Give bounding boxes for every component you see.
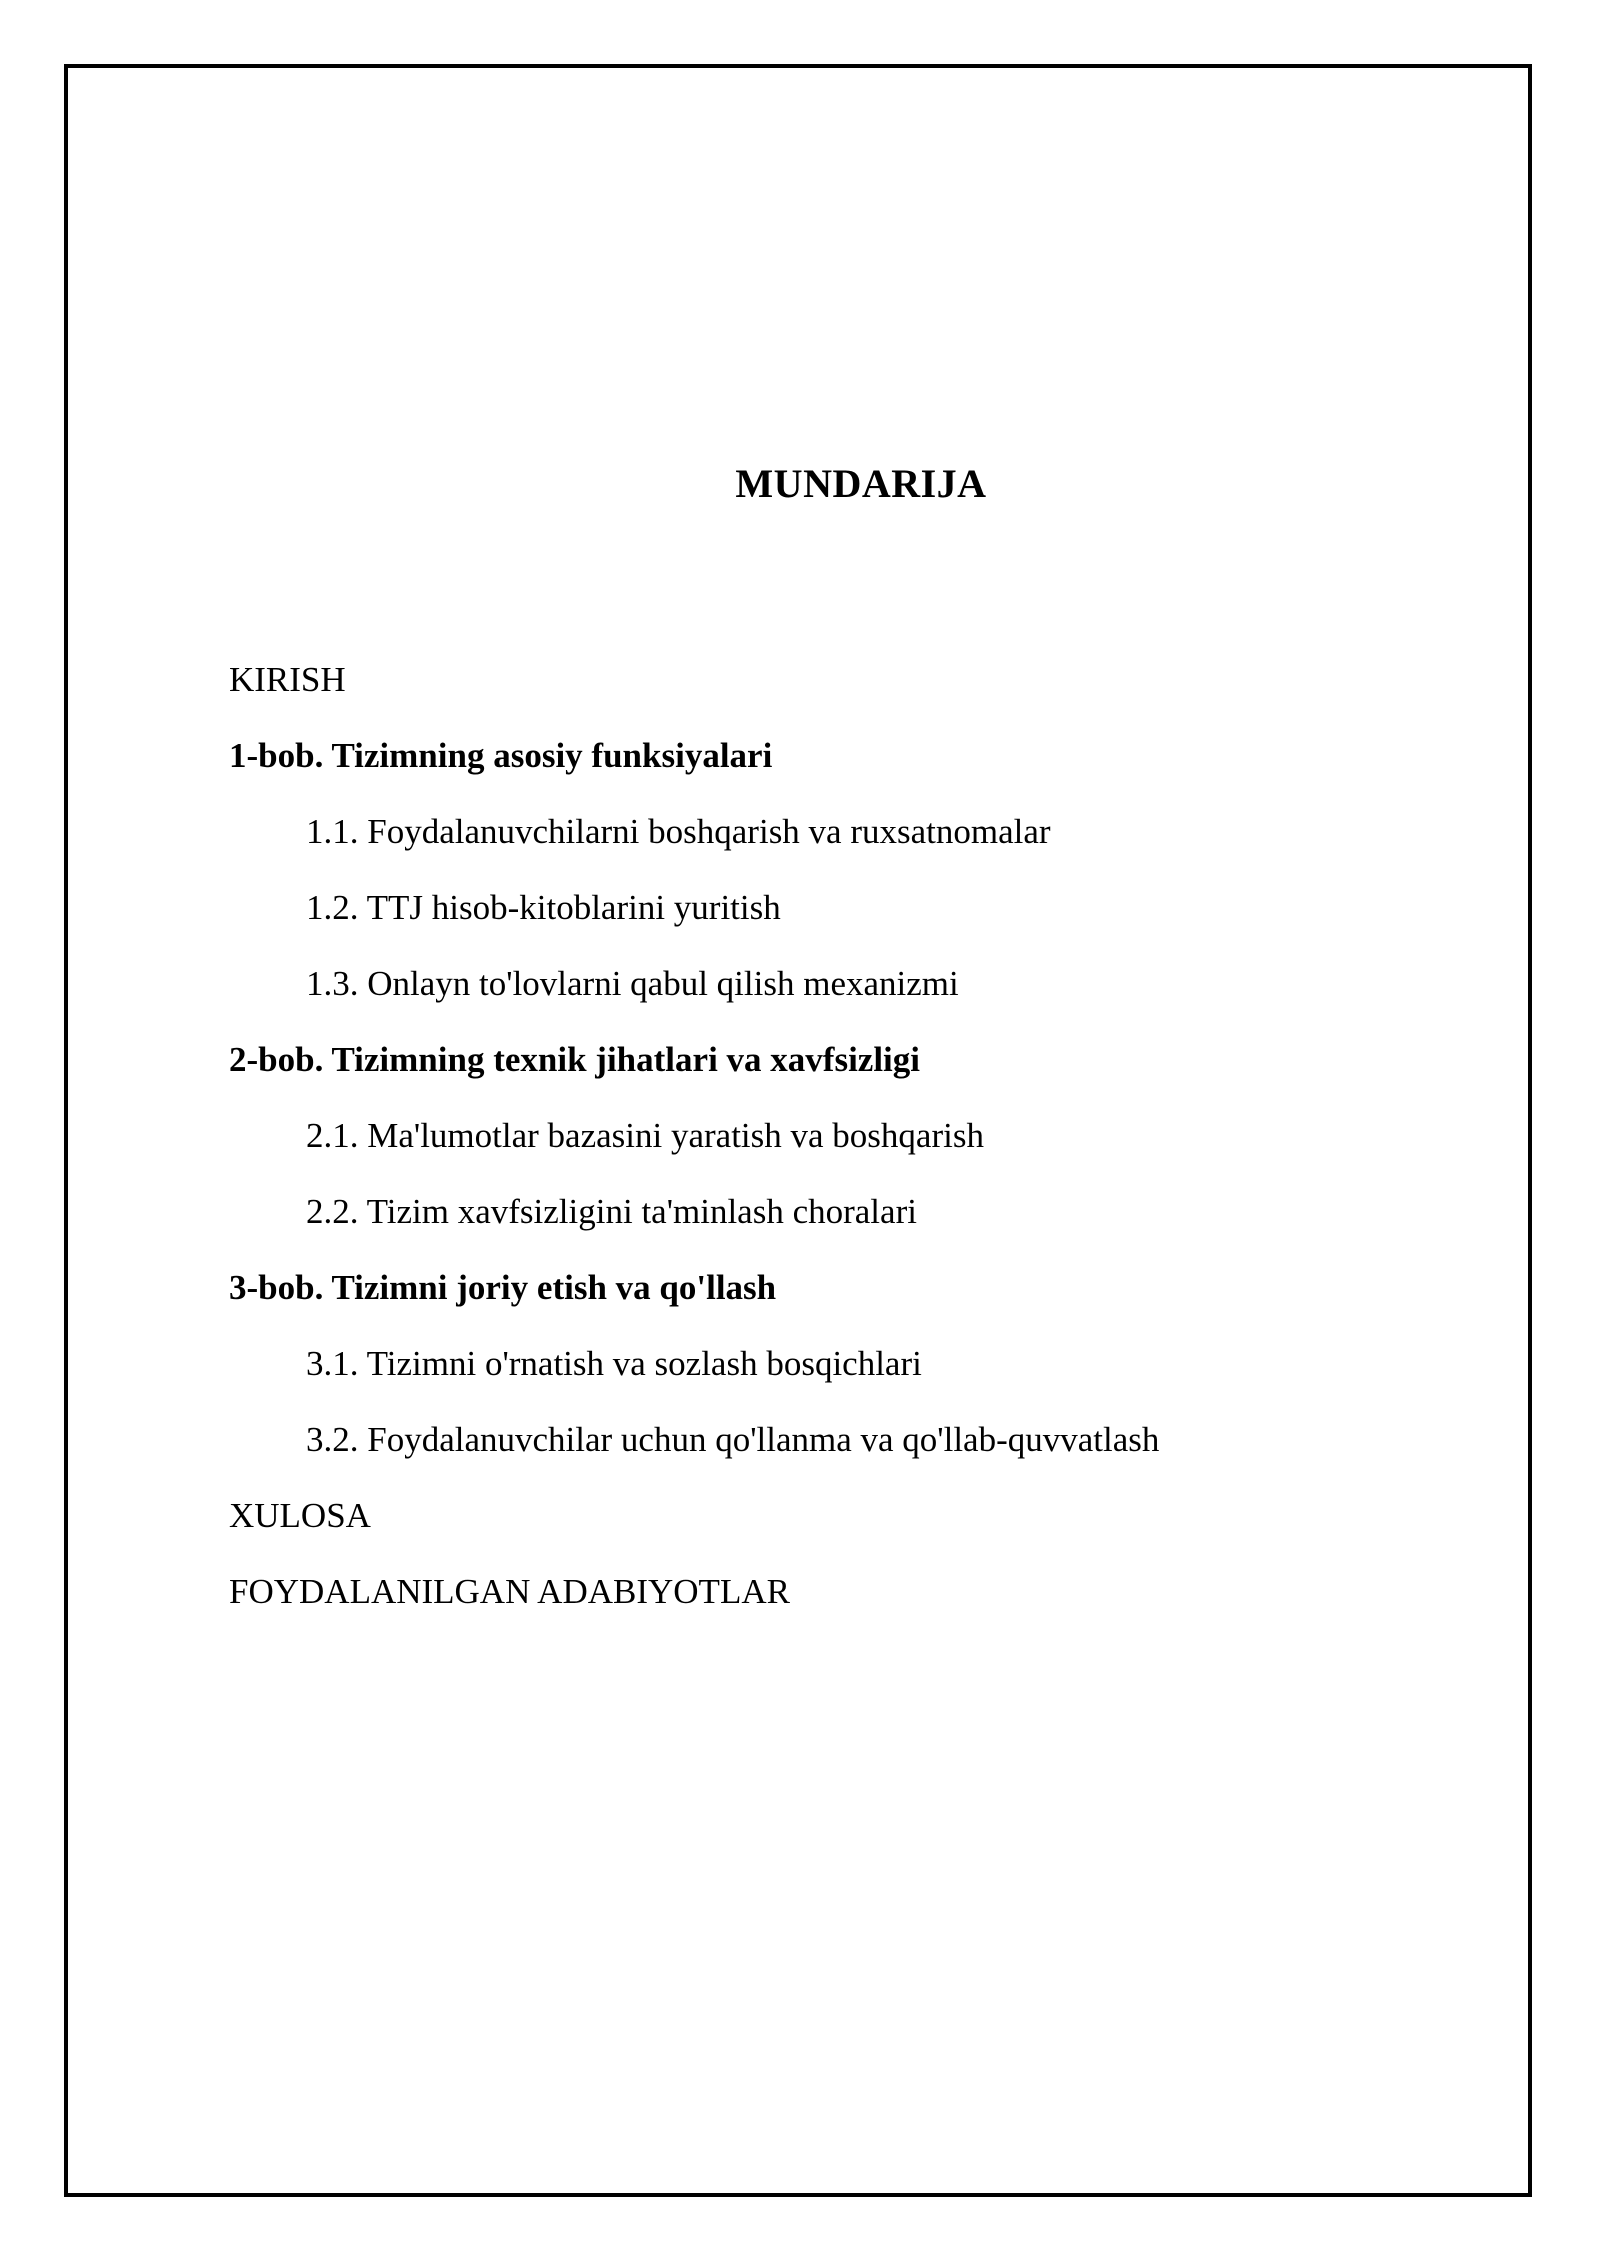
toc-chapter-2: 2-bob. Tizimning texnik jihatlari va xavfsizligi — [229, 1040, 920, 1079]
toc-subsection-2-1: 2.1. Ma'lumotlar bazasini yaratish va boshqarish — [306, 1116, 984, 1155]
page-title: MUNDARIJA — [735, 461, 987, 506]
toc-entry-kirish: KIRISH — [229, 660, 346, 699]
toc-subsection-3-2: 3.2. Foydalanuvchilar uchun qo'llanma va qo'llab-quvvatlash — [306, 1420, 1160, 1459]
toc-subsection-1-2: 1.2. TTJ hisob-kitoblarini yuritish — [306, 888, 781, 927]
toc-chapter-3: 3-bob. Tizimni joriy etish va qo'llash — [229, 1268, 777, 1307]
toc-subsection-1-3: 1.3. Onlayn to'lovlarni qabul qilish mexanizmi — [306, 964, 959, 1003]
toc-subsection-3-1: 3.1. Tizimni o'rnatish va sozlash bosqichlari — [306, 1344, 922, 1383]
table-of-contents — [229, 642, 1479, 1630]
toc-entry-references: FOYDALANILGAN ADABIYOTLAR — [229, 1572, 790, 1611]
toc-subsection-2-2: 2.2. Tizim xavfsizligini ta'minlash choralari — [306, 1192, 917, 1231]
toc-entry-xulosa: XULOSA — [229, 1496, 371, 1535]
toc-chapter-1: 1-bob. Tizimning asosiy funksiyalari — [229, 736, 773, 775]
toc-subsection-1-1: 1.1. Foydalanuvchilarni boshqarish va ruxsatnomalar — [306, 812, 1051, 851]
